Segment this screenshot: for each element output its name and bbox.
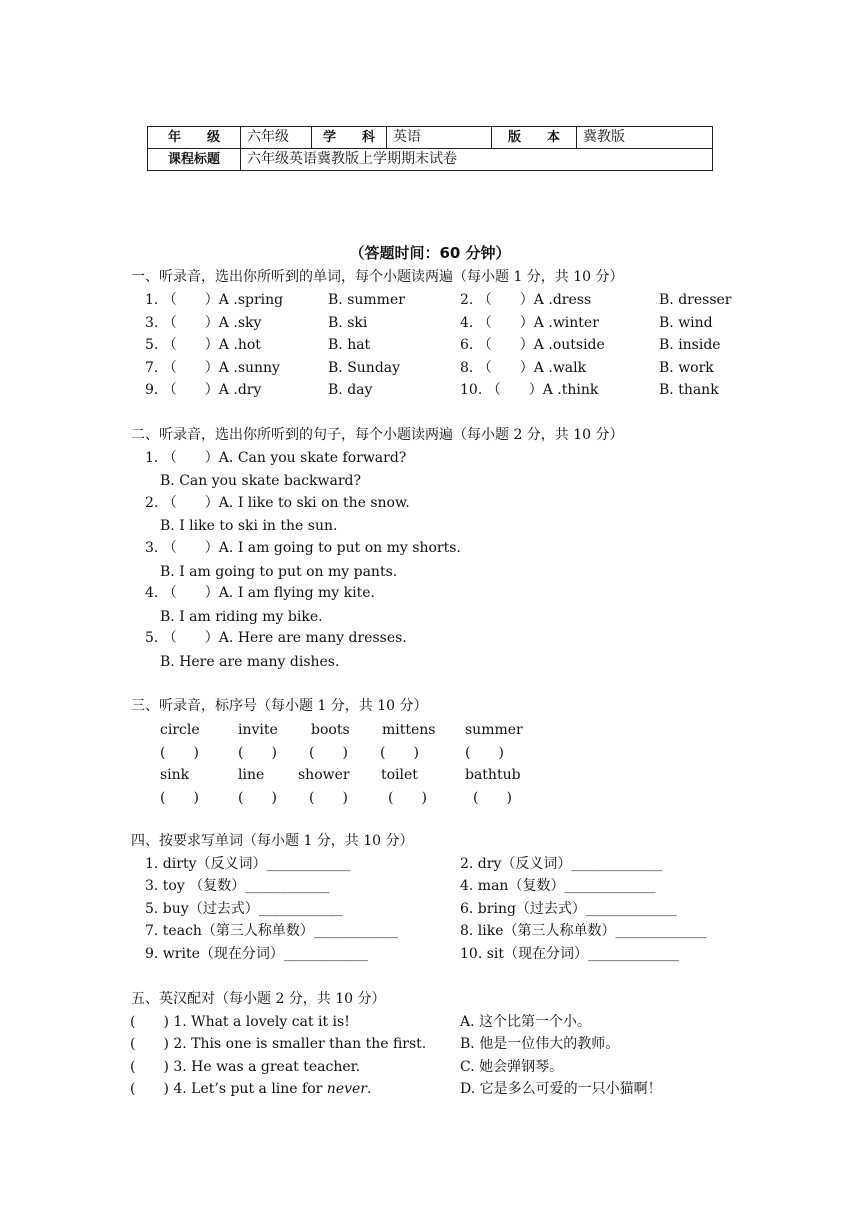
s4-q5: 5. buy（过去式）____________ [145, 901, 343, 917]
s3-word-9: toilet [381, 767, 418, 783]
s2-q4-b: B. I am riding my bike. [160, 609, 323, 625]
time-title: （答题时间：60 分钟） [349, 244, 511, 262]
subject-label: 学 科 [312, 127, 387, 149]
s3-paren-8: ( ) [309, 790, 348, 806]
s4-q10: 10. sit（现在分词）_____________ [460, 946, 680, 962]
s4-q7: 7. teach（第三人称单数）____________ [145, 923, 398, 939]
section-4-heading: 四、按要求写单词（每小题 1 分，共 10 分） [131, 833, 414, 849]
info-table [147, 126, 713, 171]
s3-paren-4: ( ) [380, 745, 419, 761]
s1-q3-b: B. ski [328, 315, 368, 331]
s1-q9-b: B. day [328, 382, 373, 398]
s5-c: C. 她会弹钢琴。 [460, 1059, 564, 1075]
s1-q8: 8. （ ）A .walk [460, 360, 587, 376]
s3-word-4: mittens [382, 722, 436, 738]
s5-q4 [130, 1080, 371, 1098]
subject-value: 英语 [387, 127, 492, 149]
course-label: 课程标题 [148, 149, 241, 171]
section-5-heading: 五、英汉配对（每小题 2 分，共 10 分） [131, 991, 386, 1007]
edition-label: 版 本 [492, 127, 577, 149]
s3-paren-6: ( ) [160, 790, 199, 806]
s2-q2-b: B. I like to ski in the sun. [160, 518, 338, 534]
s1-q2-b: B. dresser [659, 292, 732, 308]
s5-q4-text: ( ) 4. Let’s put a line for [130, 1081, 327, 1097]
edition-value: 冀教版 [577, 127, 713, 149]
s2-q4-a: 4. （ ）A. I am flying my kite. [145, 585, 375, 601]
s3-word-3: boots [311, 722, 350, 738]
s2-q5-a: 5. （ ）A. Here are many dresses. [145, 630, 407, 646]
s3-word-7: line [238, 767, 265, 783]
s3-paren-1: ( ) [160, 745, 199, 761]
s5-b: B. 他是一位伟大的教师。 [460, 1036, 620, 1052]
s4-q8: 8. like（第三人称单数）_____________ [460, 923, 707, 939]
s3-word-10: bathtub [465, 767, 521, 783]
s1-q4-b: B. wind [659, 315, 713, 331]
s1-q3: 3. （ ）A .sky [145, 315, 262, 331]
s1-q7: 7. （ ）A .sunny [145, 360, 280, 376]
info-row-1 [148, 127, 713, 149]
section-3-heading: 三、听录音，标序号（每小题 1 分，共 10 分） [131, 698, 428, 714]
course-value: 六年级英语冀教版上学期期末试卷 [241, 149, 713, 171]
s2-q5-b: B. Here are many dishes. [160, 654, 340, 670]
s5-q4-italic: never [326, 1081, 367, 1097]
info-row-2 [148, 149, 713, 171]
s5-d: D. 它是多么可爱的一只小猫啊！ [460, 1081, 662, 1097]
s3-word-1: circle [160, 722, 200, 738]
s1-q1: 1. （ ）A .spring [145, 292, 284, 308]
s3-word-8: shower [298, 767, 350, 783]
s5-q2: ( ) 2. This one is smaller than the first. [130, 1036, 427, 1052]
s1-q5: 5. （ ）A .hot [145, 337, 261, 353]
s3-word-2: invite [238, 722, 278, 738]
s3-paren-10: ( ) [473, 790, 512, 806]
s4-q2: 2. dry（反义词）_____________ [460, 856, 663, 872]
s5-a: A. 这个比第一个小。 [460, 1014, 592, 1030]
s4-q3: 3. toy （复数）____________ [145, 878, 330, 894]
s4-q1: 1. dirty（反义词）____________ [145, 856, 351, 872]
s4-q6: 6. bring（过去式）_____________ [460, 901, 677, 917]
s3-paren-7: ( ) [238, 790, 277, 806]
s1-q6-b: B. inside [659, 337, 721, 353]
s3-word-5: summer [465, 722, 523, 738]
s1-q5-b: B. hat [328, 337, 371, 353]
section-2-heading: 二、听录音，选出你所听到的句子，每个小题读两遍（每小题 2 分，共 10 分） [131, 427, 624, 443]
s1-q7-b: B. Sunday [328, 360, 401, 376]
s5-q3: ( ) 3. He was a great teacher. [130, 1059, 361, 1075]
s3-word-6: sink [160, 767, 190, 783]
s2-q1-a: 1. （ ）A. Can you skate forward? [145, 450, 407, 466]
s5-q4-end: . [367, 1081, 372, 1097]
s2-q1-b: B. Can you skate backward? [160, 473, 362, 489]
s1-q4: 4. （ ）A .winter [460, 315, 599, 331]
grade-label: 年 级 [148, 127, 241, 149]
s1-q6: 6. （ ）A .outside [460, 337, 605, 353]
s3-paren-2: ( ) [238, 745, 277, 761]
s3-paren-9: ( ) [388, 790, 427, 806]
s1-q10-b: B. thank [659, 382, 719, 398]
section-1-heading: 一、听录音，选出你所听到的单词，每个小题读两遍（每小题 1 分，共 10 分） [131, 269, 624, 285]
s1-q10: 10. （ ）A .think [460, 382, 599, 398]
s3-paren-5: ( ) [465, 745, 504, 761]
s1-q2: 2. （ ）A .dress [460, 292, 592, 308]
s4-q4: 4. man（复数）_____________ [460, 878, 656, 894]
s1-q9: 9. （ ）A .dry [145, 382, 262, 398]
s1-q8-b: B. work [659, 360, 714, 376]
s5-q1: ( ) 1. What a lovely cat it is! [130, 1014, 350, 1030]
grade-value: 六年级 [241, 127, 312, 149]
s1-q1-b: B. summer [328, 292, 405, 308]
s3-paren-3: ( ) [309, 745, 348, 761]
s4-q9: 9. write（现在分词）____________ [145, 946, 368, 962]
s2-q3-a: 3. （ ）A. I am going to put on my shorts. [145, 540, 461, 556]
s2-q3-b: B. I am going to put on my pants. [160, 564, 398, 580]
s2-q2-a: 2. （ ）A. I like to ski on the snow. [145, 495, 410, 511]
